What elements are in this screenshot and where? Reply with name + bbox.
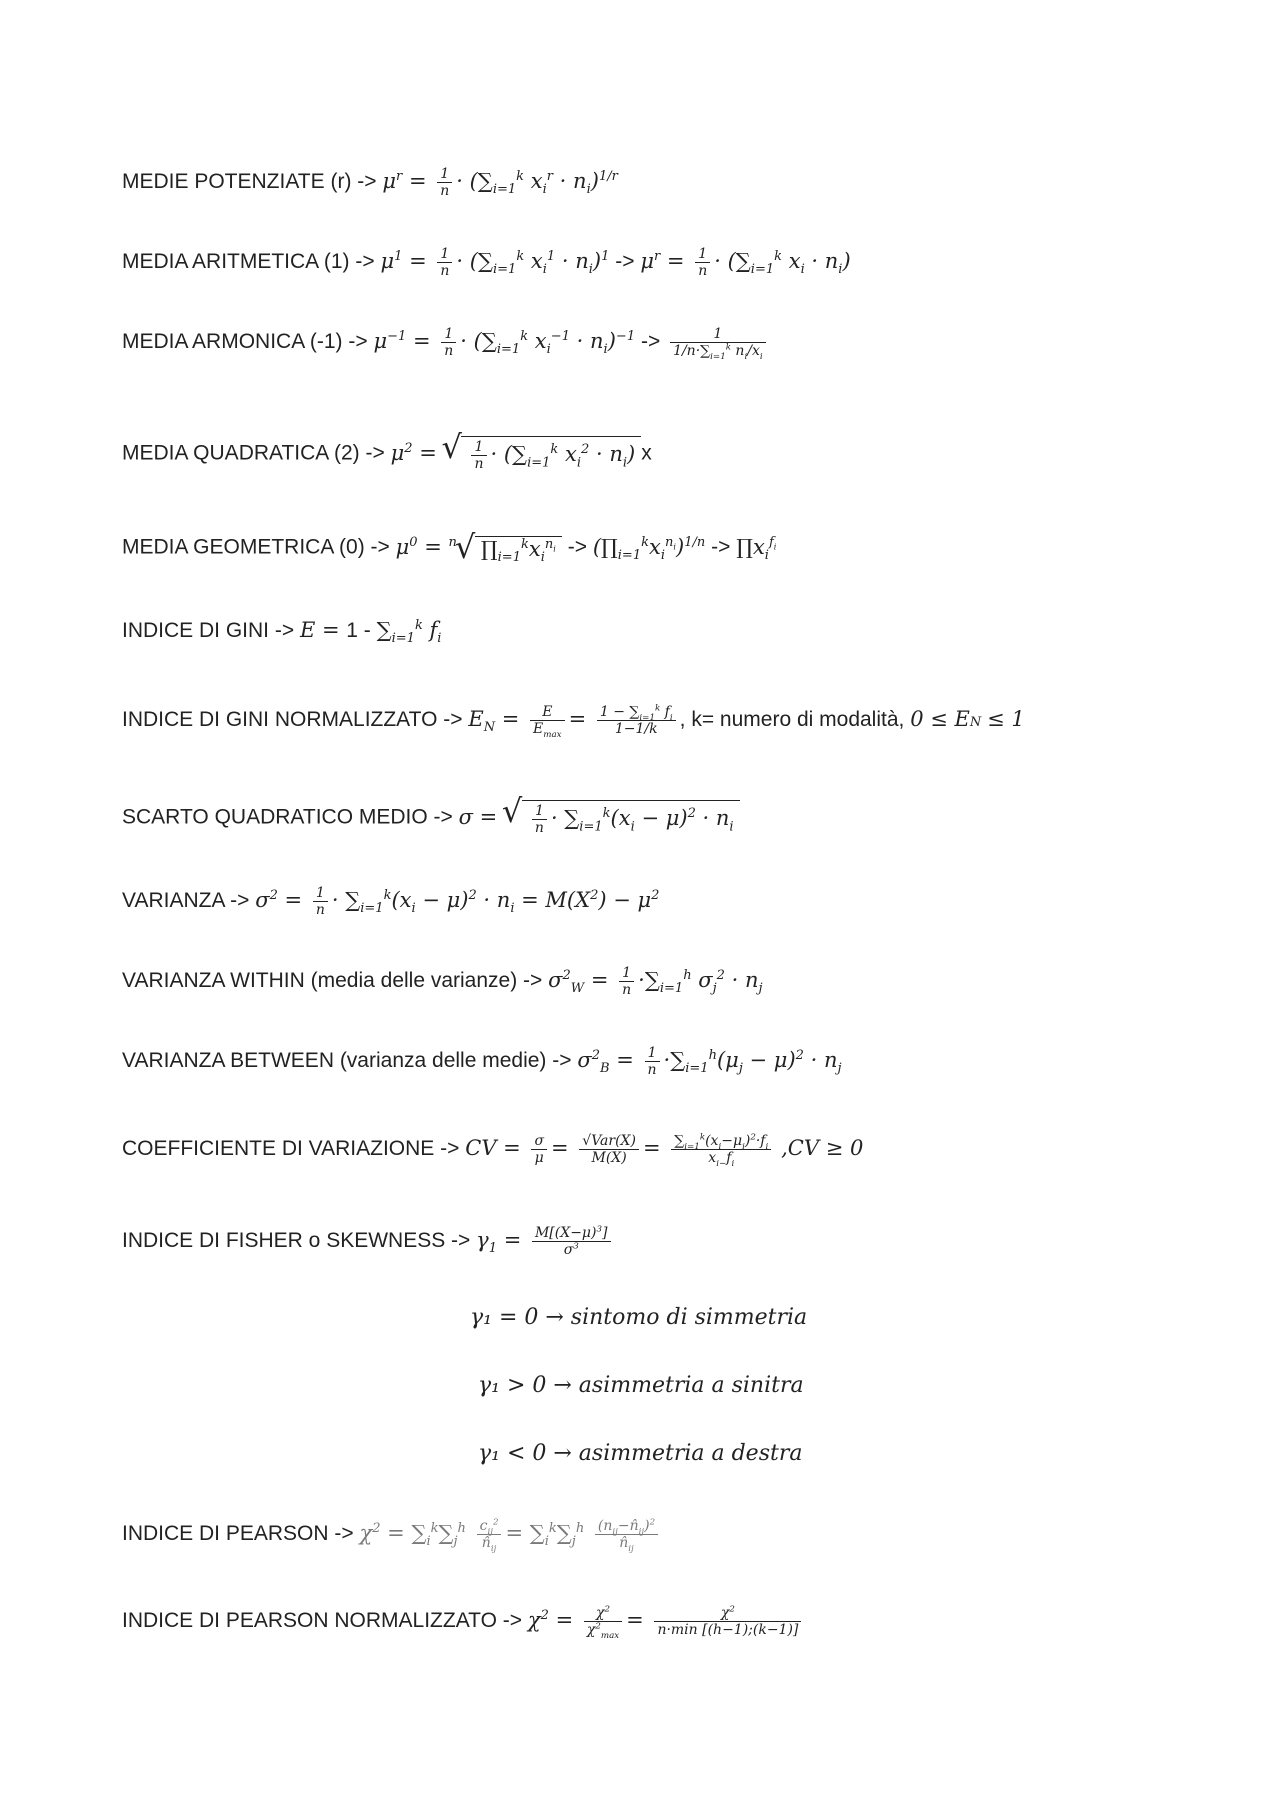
formula-indice-fisher xyxy=(122,1225,615,1258)
label-media-quadratica: MEDIA QUADRATICA (2) -> xyxy=(122,441,385,465)
arrow: -> xyxy=(567,535,587,559)
cv-tail: ,CV ≥ 0 xyxy=(781,1136,864,1161)
gini-norm-range: 0 ≤ E xyxy=(910,707,970,732)
formula-scarto-quadratico xyxy=(122,800,740,836)
formula-body: $\sigma^2_W$ = $\frac{1}{n}$ $\cdot\sum_{i=1}^h$ $\sigma_j^2 \cdot n_j$ xyxy=(548,965,763,999)
label-varianza-between: VARIANZA BETWEEN (varianza delle medie) -> xyxy=(122,1049,572,1073)
armonica-fraction: $\frac{1}{1/n\cdot\sum_{i=1}^k n_i/x_i}$ xyxy=(670,326,766,359)
label-indice-fisher: INDICE DI FISHER o SKEWNESS -> xyxy=(122,1229,471,1253)
formula-body: $\mu^r$ = $\frac{1}{n}$ · ($\sum_{i=1}^k$ $x_i^r \cdot n_i)^{1/r}$ xyxy=(382,166,618,200)
formula-media-aritmetica xyxy=(122,246,851,279)
formula-media-quadratica xyxy=(122,436,652,472)
gini-norm-note: , k= numero di modalità, xyxy=(679,708,905,732)
formula-media-armonica xyxy=(122,326,770,362)
formula-varianza xyxy=(122,885,659,918)
one-minus: 1 - xyxy=(346,619,371,642)
formula-media-geometrica xyxy=(122,534,777,566)
label-scarto-quadratico: SCARTO QUADRATICO MEDIO -> xyxy=(122,805,453,829)
formula-body: $\sigma^2_B$ = $\frac{1}{n}$ $\cdot\sum_{i=1}^h(\mu_j - \mu)^2 \cdot n_j$ xyxy=(577,1045,842,1079)
quad-tail: x xyxy=(641,441,652,465)
skewness-case-negative: γ₁ < 0 → asimmetria a destra xyxy=(478,1441,803,1466)
formula-body: $\mu^r$ = $\frac{1}{n}$ · ($\sum_{i=1}^k$ $x_i \cdot n_i$) xyxy=(640,246,851,280)
formula-body: CV = $\frac{\sigma}{\mu}$ = $\frac{\text{√Var(X)}}{M(X)}$ = $\frac{\sum_{i=1}^k(x_i-\mu_i)^2\cdot f_i}{x_{i-}f_i}$ xyxy=(465,1136,775,1160)
formula-coefficiente-variazione xyxy=(122,1132,864,1169)
label-media-aritmetica: MEDIA ARITMETICA (1) -> xyxy=(122,250,375,274)
formula-body: $\mu^2$ = √ $\frac{1}{n}$ · ($\sum_{i=1}^k$ $x_i^2 \cdot n_i$) xyxy=(391,441,642,465)
formula-medie-potenziate xyxy=(122,166,618,199)
formula-varianza-within xyxy=(122,965,763,998)
formula-body: $\chi^2$ = $\frac{\chi^2}{\chi^2_{max}}$ = $\frac{\chi^2}{n\cdot\min [(h-1);(k-1)]}$ xyxy=(528,1608,806,1632)
label-media-geometrica: MEDIA GEOMETRICA (0) -> xyxy=(122,535,390,559)
formula-body: $E_N$ = $\frac{E}{E_{max}}$ = $\frac{1 - \sum_{i=1}^k f_i}{1-1/k}$ xyxy=(468,707,679,731)
skewness-case-zero: γ₁ = 0 → sintomo di simmetria xyxy=(470,1305,808,1330)
label-indice-gini-normalizzato: INDICE DI GINI NORMALIZZATO -> xyxy=(122,708,463,732)
formula-varianza-between xyxy=(122,1045,842,1078)
formula-body: $\sigma^2$ = $\frac{1}{n}$ · $\sum_{i=1}^k(x_i - \mu)^2 \cdot n_i = M(X^2) - \mu^2$ xyxy=(255,885,660,919)
label-indice-pearson-normalizzato: INDICE DI PEARSON NORMALIZZATO -> xyxy=(122,1609,523,1633)
formula-body: $\mu^{-1}$ = $\frac{1}{n}$ · ($\sum_{i=1}^k$ $x_i^{-1} \cdot n_i)^{-1}$ xyxy=(373,326,636,360)
formula-body: $\gamma_1$ = $\frac{M[(X-\mu)^3]}{\sigma^3}$ xyxy=(476,1228,614,1252)
arrow: -> xyxy=(711,535,731,559)
label-medie-potenziate: MEDIE POTENZIATE (r) -> xyxy=(122,170,377,194)
formula-indice-gini xyxy=(122,618,442,647)
formula-body: $\mu^1$ = $\frac{1}{n}$ · ($\sum_{i=1}^k$ $x_i^1 \cdot n_i)^1$ xyxy=(380,246,610,280)
label-media-armonica: MEDIA ARMONICA (-1) -> xyxy=(122,330,368,354)
label-varianza-within: VARIANZA WITHIN (media delle varianze) -> xyxy=(122,969,543,993)
formula-indice-pearson-normalizzato xyxy=(122,1604,805,1641)
skewness-case-positive: γ₁ > 0 → asimmetria a sinitra xyxy=(478,1373,804,1398)
formula-indice-pearson xyxy=(122,1517,662,1554)
label-coefficiente-variazione: COEFFICIENTE DI VARIAZIONE -> xyxy=(122,1137,460,1161)
arrow: -> xyxy=(640,330,661,354)
label-varianza: VARIANZA -> xyxy=(122,889,250,913)
formula-body: $(\prod_{i=1}^kx_i^{n_i})^{1/n}$ xyxy=(592,534,706,563)
formula-body: E = xyxy=(299,618,347,642)
label-indice-pearson: INDICE DI PEARSON -> xyxy=(122,1522,354,1546)
formula-body: $\prod x_i^{f_i}$ xyxy=(736,534,777,563)
formula-body: σ = √ $\frac{1}{n}$ · $\sum_{i=1}^k(x_i - \mu)^2 \cdot n_i$ xyxy=(459,805,740,829)
gini-norm-range-end: ≤ 1 xyxy=(987,707,1025,732)
formula-body: $\mu^0 = ^n√$ $\prod_{i=1}^kx_i^{n_i}$ xyxy=(396,535,562,559)
formula-body: $\sum_{i=1}^k$ $f_i$ xyxy=(376,618,442,647)
arrow: -> xyxy=(615,250,635,274)
label-indice-gini: INDICE DI GINI -> xyxy=(122,619,295,642)
formula-indice-gini-normalizzato: INDICE DI GINI NORMALIZZATO -> $E_N$ = $\frac{E}{E_{max}}$ = $\frac{1 - \sum_{i=1}^k f_i}{1-1/k}$ , k= numero di modalità, 0 ≤ EN ≤ 1 xyxy=(122,703,1025,740)
formula-body: $\chi^2 = \sum_i^k\sum_j^h$ $\frac{c_{ij}^2}{n̂_{ij}}$ = $\sum_i^k\sum_j^h$ $\frac{(n_{ij}-n̂_{ij})^2}{n̂_{ij}}$ xyxy=(359,1521,662,1545)
